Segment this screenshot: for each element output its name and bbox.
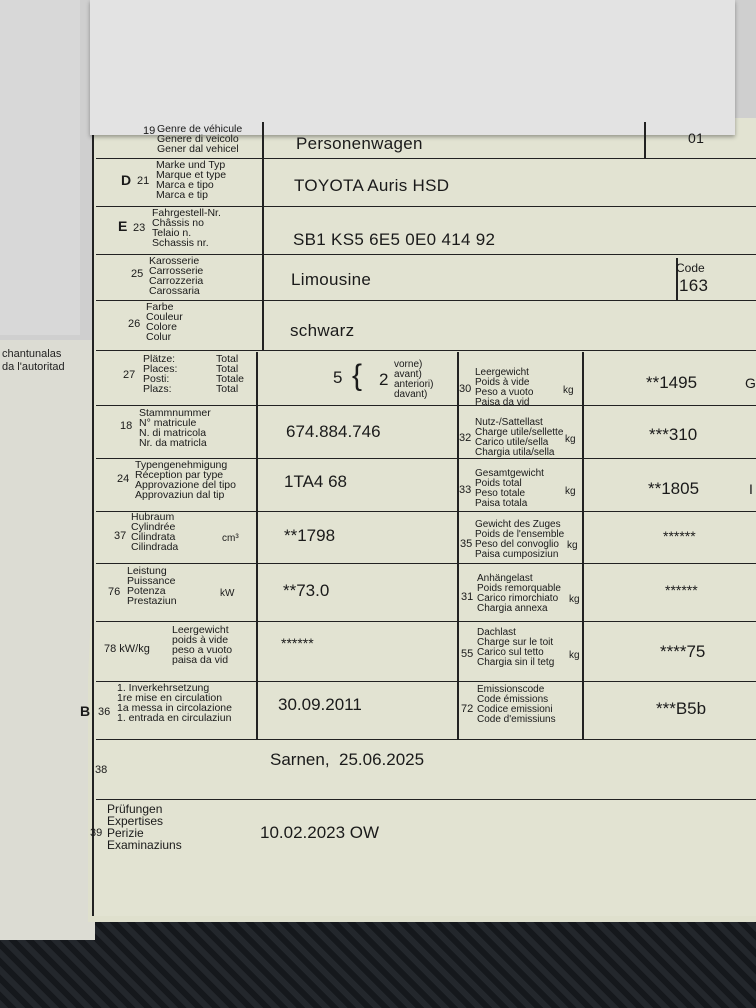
left-fragment-line-2: da l'autoritad — [2, 361, 65, 373]
inspection-date-value: 10.02.2023 OW — [260, 823, 380, 842]
field-39-number: 39 — [90, 827, 103, 839]
power-value: **73.0 — [283, 581, 330, 600]
vehicle-type-value: Personenwagen — [296, 134, 423, 153]
field-23-number: 23 — [133, 222, 146, 234]
field-31-number: 31 — [461, 591, 474, 603]
train-weight-value: ****** — [663, 528, 696, 544]
power-weight-ratio-value: ****** — [281, 635, 314, 651]
field-27-front-labels: vorne) avant) anteriori) davant) — [394, 359, 434, 400]
field-39-labels: Prüfungen Expertises Perizie Examinaziuns — [107, 802, 182, 852]
field-35-number: 35 — [460, 538, 473, 550]
make-model-value: TOYOTA Auris HSD — [294, 176, 450, 195]
field-27-labels: Plätze: Places: Posti: Plazs: — [143, 353, 178, 395]
left-fragment-line-1: chantunalas — [2, 348, 62, 360]
field-78-labels: Leergewicht poids à vide peso a vuoto paisa da vid — [172, 624, 233, 666]
body-type-value: Limousine — [291, 270, 372, 289]
top-right-code: 01 — [688, 130, 705, 146]
field-26-number: 26 — [128, 318, 141, 330]
right-edge-letter-i: I — [749, 481, 753, 497]
field-21-number: 21 — [137, 175, 150, 187]
field-37-labels: Hubraum Cylindrée Cilindrata Cilindrada — [131, 511, 179, 553]
field-19-number: 19 — [143, 125, 156, 137]
field-32-unit: kg — [565, 434, 576, 445]
field-30-number: 30 — [459, 383, 472, 395]
roof-load-value: ****75 — [660, 642, 706, 661]
empty-weight-value: **1495 — [646, 373, 698, 392]
field-76-labels: Leistung Puissance Potenza Prestaziun — [127, 565, 177, 607]
field-72-labels: Emissionscode Code émissions Codice emissioni Code d'emissiuns — [477, 684, 556, 725]
divider — [582, 352, 584, 740]
field-38-number: 38 — [95, 764, 108, 776]
field-23-letter: E — [118, 218, 128, 234]
chassis-number-value: SB1 KS5 6E5 0E0 414 92 — [293, 230, 496, 249]
field-36-number: 36 — [98, 706, 111, 718]
right-edge-letter-g: G — [745, 375, 756, 391]
divider — [262, 122, 264, 350]
field-35-labels: Gewicht des Zuges Poids de l'ensemble Peso del convoglio Paisa cumposiziun — [475, 519, 565, 560]
field-30-labels: Leergewicht Poids à vide Peso a vuoto Paisa da vid — [475, 367, 534, 408]
field-24-labels: Typengenehmigung Réception par type Approvazione del tipo Approvaziun dal tip — [135, 459, 236, 501]
displacement-value: **1798 — [284, 526, 336, 545]
field-33-unit: kg — [565, 486, 576, 497]
matriculation-number-value: 674.884.746 — [286, 422, 381, 441]
field-24-number: 24 — [117, 473, 130, 485]
field-25-labels: Karosserie Carrosserie Carrozzeria Carossaria — [149, 255, 204, 297]
field-18-labels: Stammnummer N° matricule N. di matricola Nr. da matricla — [139, 407, 211, 449]
first-registration-value: 30.09.2011 — [278, 695, 362, 714]
field-32-labels: Nutz-/Sattellast Charge utile/sellette Carico utile/sella Chargia utila/sella — [475, 417, 564, 458]
brace: { — [352, 359, 363, 392]
field-76-number: 76 — [108, 586, 121, 598]
row-38 — [96, 739, 756, 800]
field-55-unit: kg — [569, 650, 580, 661]
type-approval-value: 1TA4 68 — [284, 472, 348, 491]
field-78-number: 78 kW/kg — [104, 643, 150, 655]
field-21-labels: Marke und Typ Marque et type Marca e tipo Marca e tip — [156, 159, 227, 201]
total-weight-value: **1805 — [648, 479, 700, 498]
field-55-labels: Dachlast Charge sur le toit Carico sul tetto Chargia sin il tetg — [477, 627, 555, 668]
field-30-unit: kg — [563, 385, 574, 396]
field-37-unit: cm³ — [222, 533, 239, 544]
code-label: Code — [676, 261, 705, 275]
left-paper-fragment — [0, 340, 95, 940]
emission-code-value: ***B5b — [656, 699, 707, 718]
field-35-unit: kg — [567, 540, 578, 551]
divider — [457, 352, 459, 740]
body-code-value: 163 — [679, 276, 709, 295]
field-33-labels: Gesamtgewicht Poids total Peso totale Paisa totala — [475, 468, 544, 509]
trailer-load-value: ****** — [665, 582, 698, 598]
field-76-unit: kW — [220, 588, 235, 599]
field-18-number: 18 — [120, 420, 133, 432]
field-21-letter: D — [121, 172, 132, 188]
payload-value: ***310 — [649, 425, 698, 444]
field-55-number: 55 — [461, 648, 474, 660]
field-26-labels: Farbe Couleur Colore Colur — [146, 301, 183, 343]
field-31-unit: kg — [569, 594, 580, 605]
divider — [256, 352, 258, 740]
field-72-number: 72 — [461, 703, 474, 715]
field-37-number: 37 — [114, 530, 127, 542]
seats-front-value: 2 — [379, 370, 389, 389]
field-36-labels: 1. Inverkehrsetzung 1re mise en circulation 1a messa in circolazione 1. entrada en circulaziun — [117, 682, 232, 724]
field-36-letter: B — [80, 703, 91, 719]
row-26 — [96, 300, 756, 351]
left-card-edge — [0, 0, 80, 335]
divider — [644, 122, 646, 158]
field-27-number: 27 — [123, 369, 136, 381]
field-27-sublabels: Total Total Totale Total — [216, 353, 245, 395]
field-23-labels: Fahrgestell-Nr. Châssis no Telaio n. Schassis nr. — [152, 207, 221, 249]
row-37 — [96, 511, 756, 564]
row-76 — [96, 563, 756, 622]
field-25-number: 25 — [131, 268, 144, 280]
seats-total-value: 5 — [333, 368, 343, 387]
place-date-value: Sarnen, 25.06.2025 — [270, 750, 425, 769]
overlapping-card — [90, 0, 735, 135]
field-32-number: 32 — [459, 432, 472, 444]
field-33-number: 33 — [459, 484, 472, 496]
field-19-labels: Genre de véhicule Genere di veicolo Gener dal vehicel — [157, 123, 243, 155]
field-31-labels: Anhängelast Poids remorquable Carico rimorchiato Chargia annexa — [477, 573, 561, 614]
color-value: schwarz — [290, 321, 355, 340]
